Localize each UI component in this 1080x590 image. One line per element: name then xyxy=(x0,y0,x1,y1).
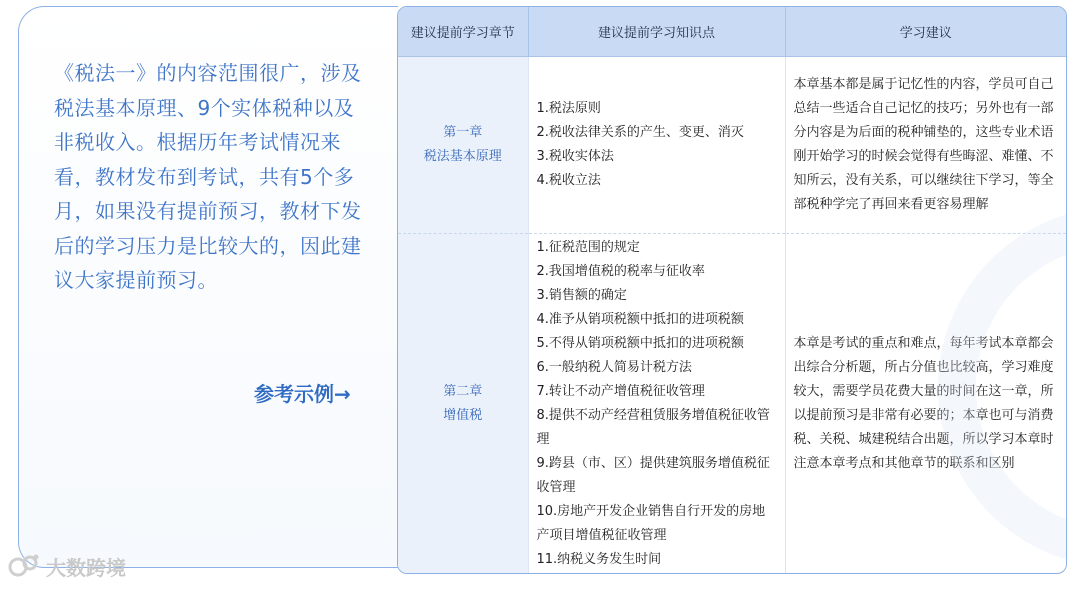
point-item: 2.我国增值税的税率与征收率 xyxy=(536,263,705,279)
point-item: 3.销售额的确定 xyxy=(536,287,627,303)
table-header-row xyxy=(398,7,1066,57)
study-plan-table-card xyxy=(397,6,1067,574)
reference-example-link[interactable]: 参考示例→ xyxy=(254,382,351,406)
point-item: 4.税收立法 xyxy=(536,173,601,188)
chapter-number: 第一章 xyxy=(443,125,483,140)
header-points: 建议提前学习知识点 xyxy=(528,7,785,57)
chapter-number: 第二章 xyxy=(443,383,483,399)
chapter-cell xyxy=(398,234,528,574)
point-item: 3.税收实体法 xyxy=(536,149,614,164)
point-item: 6.一般纳税人简易计税方法 xyxy=(536,359,692,375)
table-row xyxy=(398,57,1066,234)
point-item: 11.纳税义务发生时间 xyxy=(536,551,662,567)
point-item: 7.转让不动产增值税征收管理 xyxy=(536,383,705,399)
points-cell xyxy=(528,234,785,574)
point-item: 9.跨县（市、区）提供建筑服务增值税征收管理 xyxy=(536,455,770,495)
point-item: 1.征税范围的规定 xyxy=(536,239,640,255)
study-plan-table xyxy=(398,7,1066,573)
points-cell xyxy=(528,57,785,234)
watermark xyxy=(8,552,126,581)
advice-cell: 本章是考试的重点和难点，每年考试本章都会出综合分析题，所占分值也比较高，学习难度较大，需要学员花费大量的时间在这一章，所以提前预习是非常有必要的；本章也可与消费税、关税、城建税结合出题，所以学习本章时注意本章考点和其他章节的联系和区别 xyxy=(793,335,1054,471)
chapter-title: 税法基本原理 xyxy=(423,149,502,164)
point-item: 8.提供不动产经营租赁服务增值税征收管理 xyxy=(536,407,770,447)
point-item: 2.税收法律关系的产生、变更、消灭 xyxy=(536,125,744,140)
point-item: 4.准予从销项税额中抵扣的进项税额 xyxy=(536,311,744,327)
advice-cell: 本章基本都是属于记忆性的内容，学员可自己总结一些适合自己记忆的技巧；另外也有一部分内容是为后面的税种铺垫的，这些专业术语刚开始学习的时候会觉得有些晦涩、难懂、不知所云，没有关系，可以继续往下学习，等全部税种学完了再回来看更容易理解 xyxy=(785,57,1066,234)
chapter-title: 增值税 xyxy=(443,407,483,423)
chapter-cell xyxy=(398,57,528,234)
header-chapter: 建议提前学习章节 xyxy=(398,7,528,57)
logo-icon xyxy=(8,553,42,581)
watermark-text: 大数跨境 xyxy=(46,556,126,580)
header-advice: 学习建议 xyxy=(785,7,1066,57)
table-row xyxy=(398,234,1066,574)
intro-text: 《税法一》的内容范围很广，涉及税法基本原理、9个实体税种以及非税收入。根据历年考试情况来看，教材发布到考试，共有5个多月，如果没有提前预习，教材下发后的学习压力是比较大的，因此建议大家提前预习。 xyxy=(54,61,362,292)
point-item: 10.房地产开发企业销售自行开发的房地产项目增值税征收管理 xyxy=(536,503,766,543)
point-item: 5.不得从销项税额中抵扣的进项税额 xyxy=(536,335,744,351)
point-item: 1.税法原则 xyxy=(536,101,601,116)
